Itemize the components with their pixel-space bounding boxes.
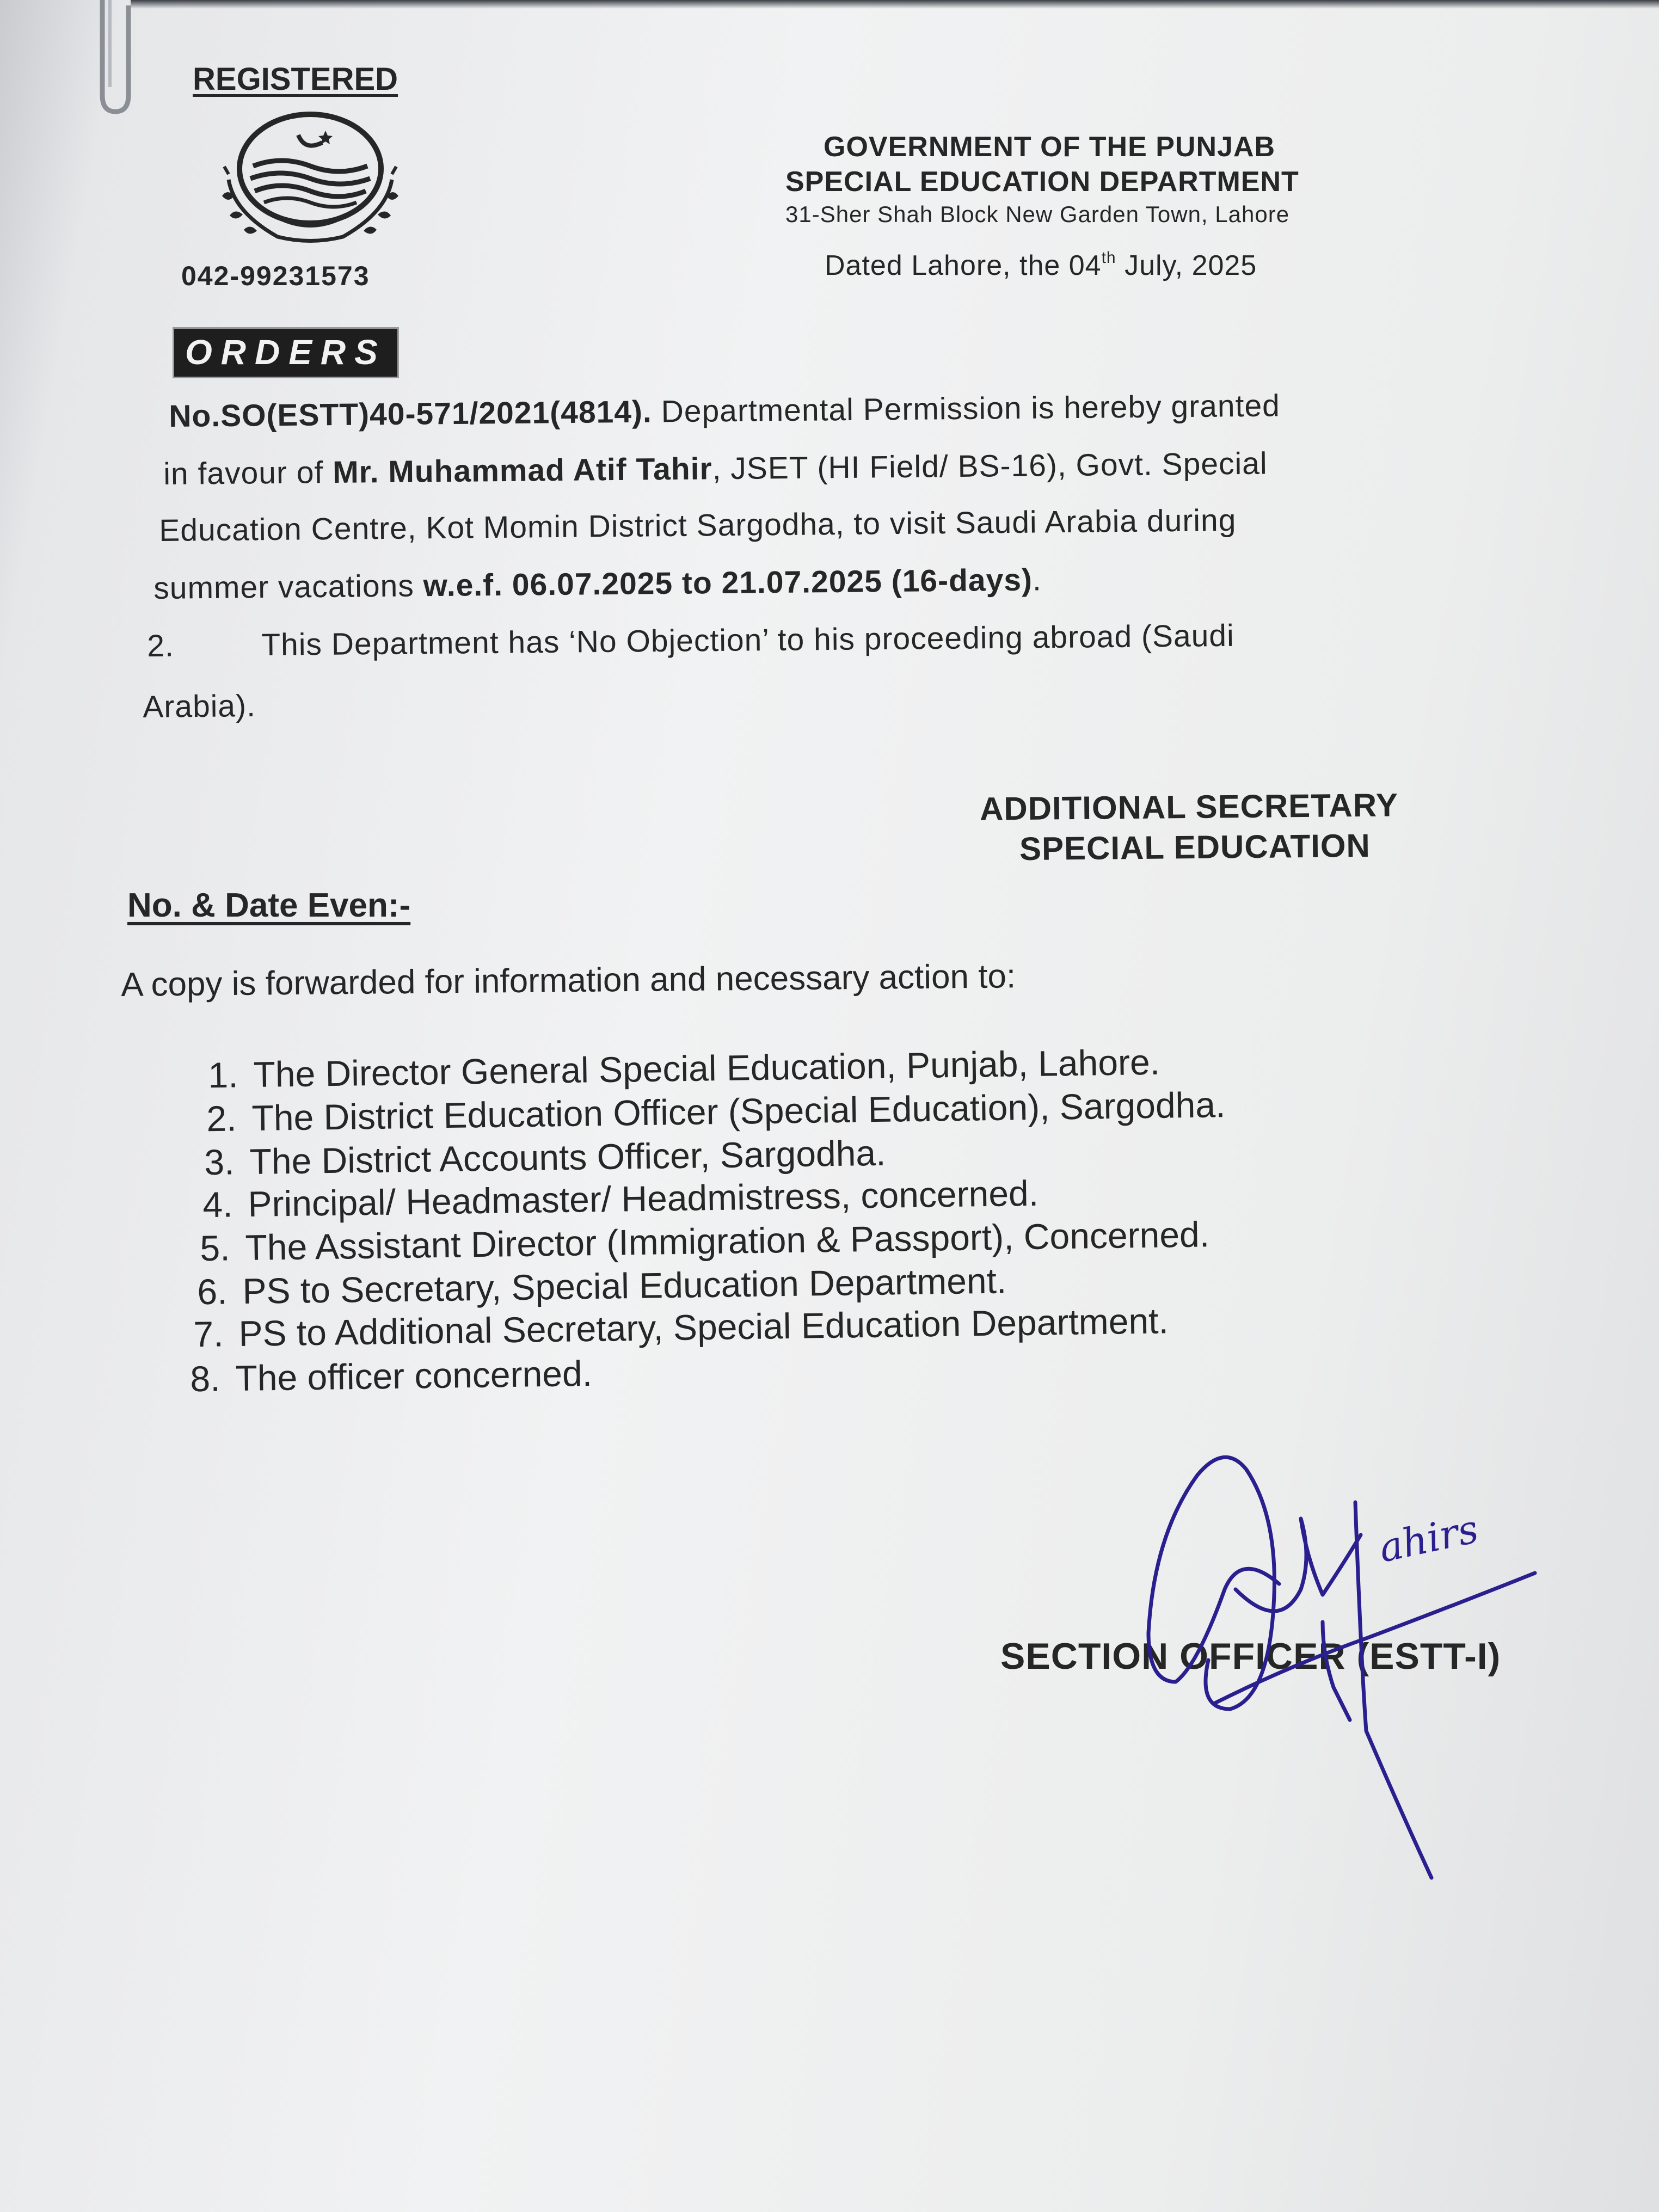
recipient-item: 7. PS to Additional Secretary, Special Education Department. xyxy=(193,1300,1169,1355)
signatory-department: SPECIAL EDUCATION xyxy=(1019,827,1371,868)
phone-number: 042-99231573 xyxy=(181,261,370,291)
government-heading: GOVERNMENT OF THE PUNJAB xyxy=(824,131,1276,163)
order-line-4: summer vacations w.e.f. 06.07.2025 to 21.07.2025 (16-days). xyxy=(153,562,1042,606)
section-officer-title: SECTION OFFICER (ESTT-I) xyxy=(1000,1636,1501,1677)
officer-name: Mr. Muhammad Atif Tahir xyxy=(332,451,712,490)
orders-banner: ORDERS xyxy=(174,329,397,377)
paragraph-2-line-1: 2. This Department has ‘No Objection’ to his proceeding abroad (Saudi xyxy=(147,618,1235,663)
recipient-item: 1. The Director General Special Education, Punjab, Lahore. xyxy=(207,1041,1160,1096)
paragraph-2-line-2: Arabia). xyxy=(143,689,256,724)
registered-label: REGISTERED xyxy=(193,62,398,97)
punjab-emblem-icon xyxy=(196,109,425,256)
handwritten-signature xyxy=(1116,1426,1578,1905)
order-line-3: Education Centre, Kot Momin District Sargodha, to visit Saudi Arabia during xyxy=(159,503,1237,548)
department-address: 31-Sher Shah Block New Garden Town, Lahore xyxy=(785,201,1290,227)
paper-clip-icon xyxy=(82,0,136,120)
signature-scribble: ahirs xyxy=(1375,1506,1483,1571)
order-line-2: in favour of Mr. Muhammad Atif Tahir, JSET (HI Field/ BS-16), Govt. Special xyxy=(163,446,1268,491)
recipient-item: 4. Principal/ Headmaster/ Headmistress, concerned. xyxy=(202,1172,1039,1225)
recipient-item: 2. The District Education Officer (Special Education), Sargodha. xyxy=(206,1084,1226,1139)
no-date-even-heading: No. & Date Even:- xyxy=(127,887,411,924)
copy-forward-intro: A copy is forwarded for information and necessary action to: xyxy=(121,957,1016,1004)
leave-period: w.e.f. 06.07.2025 to 21.07.2025 (16-days) xyxy=(423,562,1033,604)
department-heading: SPECIAL EDUCATION DEPARTMENT xyxy=(785,166,1299,198)
recipient-item: 8. The officer concerned. xyxy=(189,1353,593,1399)
recipient-item: 6. PS to Secretary, Special Education Department. xyxy=(196,1260,1007,1312)
order-number: No.SO(ESTT)40-571/2021(4814). xyxy=(169,394,653,434)
page-edge-shadow xyxy=(131,0,1659,9)
order-line-1: No.SO(ESTT)40-571/2021(4814). Departmental Permission is hereby granted xyxy=(169,388,1281,434)
dated-line: Dated Lahore, the 04th July, 2025 xyxy=(825,249,1257,281)
signatory-title: ADDITIONAL SECRETARY xyxy=(979,787,1399,827)
recipient-item: 3. The District Accounts Officer, Sargodha. xyxy=(204,1132,886,1183)
recipient-item: 5. The Assistant Director (Immigration & Passport), Concerned. xyxy=(199,1214,1210,1269)
